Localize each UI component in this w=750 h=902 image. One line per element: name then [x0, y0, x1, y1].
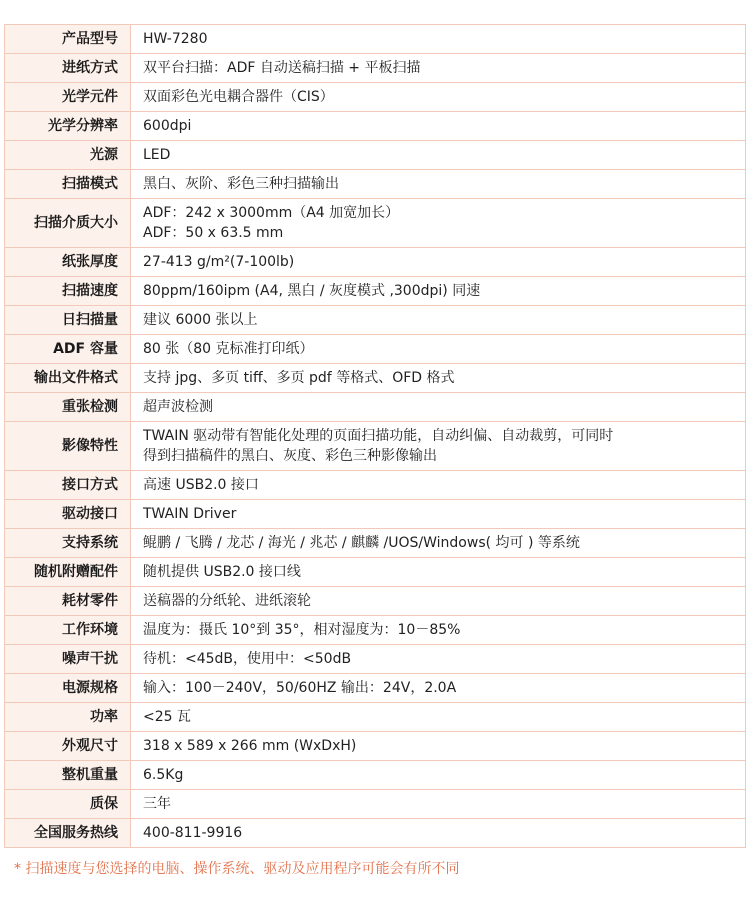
spec-label: 驱动接口 — [5, 500, 131, 529]
spec-row — [5, 790, 746, 819]
spec-value-line: 80 张（80 克标准打印纸） — [143, 341, 314, 357]
spec-value — [131, 674, 746, 703]
spec-value — [131, 790, 746, 819]
spec-value — [131, 83, 746, 112]
spec-value-line: 三年 — [143, 796, 171, 812]
spec-label: 产品型号 — [5, 25, 131, 54]
spec-value-line: 318 x 589 x 266 mm (WxDxH) — [143, 738, 357, 754]
spec-row — [5, 558, 746, 587]
spec-row — [5, 587, 746, 616]
spec-label: 重张检测 — [5, 393, 131, 422]
spec-row — [5, 674, 746, 703]
spec-row — [5, 393, 746, 422]
spec-row — [5, 83, 746, 112]
spec-row — [5, 703, 746, 732]
spec-label: 质保 — [5, 790, 131, 819]
spec-value-line: 送稿器的分纸轮、进纸滚轮 — [143, 593, 311, 609]
spec-value-line: 得到扫描稿件的黑白、灰度、彩色三种影像输出 — [143, 448, 437, 464]
spec-label: 纸张厚度 — [5, 248, 131, 277]
spec-value-line: 27-413 g/m²(7-100lb) — [143, 254, 295, 270]
spec-row — [5, 277, 746, 306]
spec-value-line: ADF：242 x 3000mm（A4 加宽加长） — [143, 205, 400, 221]
spec-row — [5, 364, 746, 393]
spec-value — [131, 25, 746, 54]
spec-row — [5, 248, 746, 277]
spec-label: 电源规格 — [5, 674, 131, 703]
spec-table — [4, 24, 746, 848]
spec-value-line: <25 瓦 — [143, 709, 191, 725]
spec-label: 功率 — [5, 703, 131, 732]
spec-label: 光源 — [5, 141, 131, 170]
spec-value-line: 高速 USB2.0 接口 — [143, 477, 259, 493]
spec-label: 耗材零件 — [5, 587, 131, 616]
spec-value-line: 温度为：摄氏 10°到 35°，相对湿度为：10－85% — [143, 622, 461, 638]
spec-label: 噪声干扰 — [5, 645, 131, 674]
spec-row — [5, 732, 746, 761]
spec-row — [5, 54, 746, 83]
spec-row — [5, 422, 746, 471]
spec-label: 扫描介质大小 — [5, 199, 131, 248]
spec-label: ADF 容量 — [5, 335, 131, 364]
spec-value-line: TWAIN 驱动带有智能化处理的页面扫描功能，自动纠偏、自动裁剪，可同时 — [143, 428, 614, 444]
spec-label: 支持系统 — [5, 529, 131, 558]
spec-value — [131, 248, 746, 277]
spec-value — [131, 393, 746, 422]
spec-value-line: 双面彩色光电耦合器件（CIS） — [143, 89, 334, 105]
spec-value — [131, 54, 746, 83]
spec-value — [131, 471, 746, 500]
spec-label: 输出文件格式 — [5, 364, 131, 393]
spec-row — [5, 645, 746, 674]
spec-value-line: LED — [143, 147, 171, 163]
spec-label: 随机附赠配件 — [5, 558, 131, 587]
spec-label: 影像特性 — [5, 422, 131, 471]
spec-label: 全国服务热线 — [5, 819, 131, 848]
spec-value — [131, 112, 746, 141]
spec-value — [131, 587, 746, 616]
spec-value — [131, 199, 746, 248]
spec-label: 扫描模式 — [5, 170, 131, 199]
spec-value-line: 超声波检测 — [143, 399, 213, 415]
spec-value-line: TWAIN Driver — [143, 506, 237, 522]
spec-label: 接口方式 — [5, 471, 131, 500]
spec-value — [131, 335, 746, 364]
spec-value — [131, 732, 746, 761]
spec-value-line: 建议 6000 张以上 — [143, 312, 258, 328]
spec-label: 日扫描量 — [5, 306, 131, 335]
spec-value — [131, 616, 746, 645]
spec-value-line: 黑白、灰阶、彩色三种扫描输出 — [143, 176, 339, 192]
footnote: * 扫描速度与您选择的电脑、操作系统、驱动及应用程序可能会有所不同 — [14, 861, 460, 877]
spec-row — [5, 500, 746, 529]
spec-value — [131, 761, 746, 790]
spec-label: 整机重量 — [5, 761, 131, 790]
spec-row — [5, 335, 746, 364]
spec-row — [5, 25, 746, 54]
spec-value — [131, 529, 746, 558]
spec-value-line: 输入：100－240V，50/60HZ 输出：24V，2.0A — [143, 680, 457, 696]
spec-value-line: HW-7280 — [143, 31, 208, 47]
spec-label: 光学分辨率 — [5, 112, 131, 141]
spec-row — [5, 112, 746, 141]
spec-table-body — [5, 25, 746, 848]
spec-value — [131, 277, 746, 306]
spec-value — [131, 500, 746, 529]
spec-value-line: 6.5Kg — [143, 767, 184, 783]
spec-value-line: 80ppm/160ipm (A4, 黑白 / 灰度模式 ,300dpi) 同速 — [143, 283, 481, 299]
spec-value-line: 600dpi — [143, 118, 192, 134]
spec-value-line: 随机提供 USB2.0 接口线 — [143, 564, 301, 580]
spec-row — [5, 471, 746, 500]
spec-value — [131, 819, 746, 848]
spec-value — [131, 645, 746, 674]
spec-label: 进纸方式 — [5, 54, 131, 83]
spec-value — [131, 558, 746, 587]
spec-value — [131, 170, 746, 199]
spec-value — [131, 364, 746, 393]
spec-row — [5, 529, 746, 558]
spec-row — [5, 306, 746, 335]
spec-value-line: 鲲鹏 / 飞腾 / 龙芯 / 海光 / 兆芯 / 麒麟 /UOS/Windows( 均可 ) 等系统 — [143, 535, 580, 551]
spec-value-line: 待机：<45dB，使用中：<50dB — [143, 651, 352, 667]
spec-label: 扫描速度 — [5, 277, 131, 306]
spec-value-line: 双平台扫描：ADF 自动送稿扫描 + 平板扫描 — [143, 60, 421, 76]
spec-value-line: ADF：50 x 63.5 mm — [143, 225, 284, 241]
spec-value — [131, 703, 746, 732]
spec-row — [5, 761, 746, 790]
spec-label: 外观尺寸 — [5, 732, 131, 761]
spec-row — [5, 170, 746, 199]
spec-label: 工作环境 — [5, 616, 131, 645]
spec-value — [131, 306, 746, 335]
spec-value — [131, 422, 746, 471]
spec-value-line: 400-811-9916 — [143, 825, 243, 841]
spec-row — [5, 819, 746, 848]
spec-value-line: 支持 jpg、多页 tiff、多页 pdf 等格式、OFD 格式 — [143, 370, 455, 386]
spec-row — [5, 199, 746, 248]
spec-row — [5, 141, 746, 170]
spec-value — [131, 141, 746, 170]
spec-label: 光学元件 — [5, 83, 131, 112]
spec-row — [5, 616, 746, 645]
